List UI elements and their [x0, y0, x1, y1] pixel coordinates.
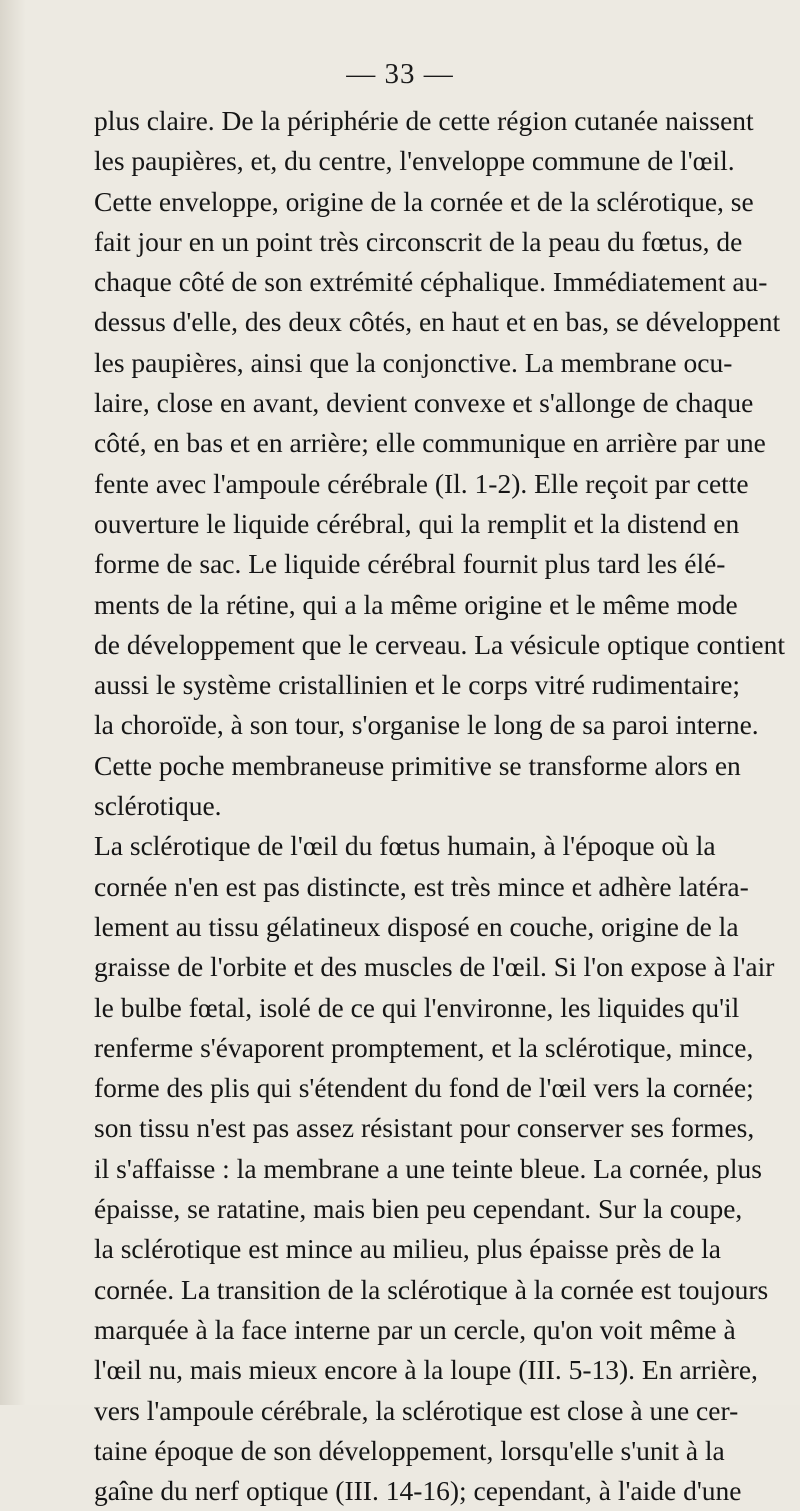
text-line: épaisse, se ratatine, mais bien peu cependant. Sur la coupe,	[94, 1193, 743, 1225]
text-line: graisse de l'orbite et des muscles de l'œil. Si l'on expose à l'air	[94, 951, 775, 983]
text-line: taine époque de son développement, lorsqu'elle s'unit à la	[94, 1434, 725, 1466]
text-line: les paupières, et, du centre, l'enveloppe commune de l'œil.	[94, 145, 735, 177]
text-line: fente avec l'ampoule cérébrale (Il. 1-2). Elle reçoit par cette	[94, 467, 749, 499]
text-line: les paupières, ainsi que la conjonctive. La membrane ocu-	[94, 346, 733, 378]
text-line: sclérotique.	[94, 790, 222, 822]
text-line: lement au tissu gélatineux disposé en couche, origine de la	[94, 910, 739, 942]
text-line: la sclérotique est mince au milieu, plus épaisse près de la	[94, 1233, 721, 1265]
text-body	[94, 101, 786, 1511]
text-line: Cette enveloppe, origine de la cornée et de la sclérotique, se	[94, 185, 754, 217]
text-line: son tissu n'est pas assez résistant pour conserver ses formes,	[94, 1112, 755, 1144]
text-line: cornée n'en est pas distincte, est très mince et adhère latéra-	[94, 870, 749, 902]
text-line: fait jour en un point très circonscrit de la peau du fœtus, de	[94, 225, 743, 257]
text-line: ments de la rétine, qui a la même origine et le même mode	[94, 588, 738, 620]
paragraph-2	[94, 826, 775, 1511]
text-line: vers l'ampoule cérébrale, la sclérotique est close à une cer-	[94, 1394, 739, 1426]
text-line: l'œil nu, mais mieux encore à la loupe (III. 5-13). En arrière,	[94, 1354, 758, 1386]
text-line: Cette poche membraneuse primitive se transforme alors en	[94, 749, 741, 781]
text-line: renferme s'évaporent promptement, et la sclérotique, mince,	[94, 1031, 754, 1063]
text-line: cornée. La transition de la sclérotique à la cornée est toujours	[94, 1273, 769, 1305]
text-line: laire, close en avant, devient convexe et s'allonge de chaque	[94, 387, 754, 419]
text-line: forme de sac. Le liquide cérébral fournit plus tard les élé-	[94, 548, 726, 580]
text-line: le bulbe fœtal, isolé de ce qui l'environne, les liquides qu'il	[94, 991, 740, 1023]
text-line: ouverture le liquide cérébral, qui la remplit et la distend en	[94, 507, 740, 539]
text-line: marquée à la face interne par un cercle, qu'on voit même à	[94, 1313, 736, 1345]
text-line: dessus d'elle, des deux côtés, en haut et en bas, se développent	[94, 306, 781, 338]
paragraph-1	[94, 101, 786, 826]
text-line: gaîne du nerf optique (III. 14-16); cependant, à l'aide d'une	[94, 1475, 742, 1507]
text-line: la choroïde, à son tour, s'organise le long de sa paroi interne.	[94, 709, 759, 741]
text-line: côté, en bas et en arrière; elle communique en arrière par une	[94, 427, 766, 459]
text-line: de développement que le cerveau. La vésicule optique contient	[94, 628, 786, 660]
text-line: forme des plis qui s'étendent du fond de l'œil vers la cornée;	[94, 1072, 754, 1104]
text-line: plus claire. De la périphérie de cette région cutanée naissent	[94, 105, 754, 136]
text-line: chaque côté de son extrémité céphalique. Immédiatement au-	[94, 266, 768, 298]
page-number: — 33 —	[346, 58, 454, 90]
text-line: il s'affaisse : la membrane a une teinte bleue. La cornée, plus	[94, 1152, 763, 1184]
text-line: La sclérotique de l'œil du fœtus humain, à l'époque où la	[94, 830, 716, 862]
text-line: aussi le système cristallinien et le corps vitré rudimentaire;	[94, 669, 741, 701]
